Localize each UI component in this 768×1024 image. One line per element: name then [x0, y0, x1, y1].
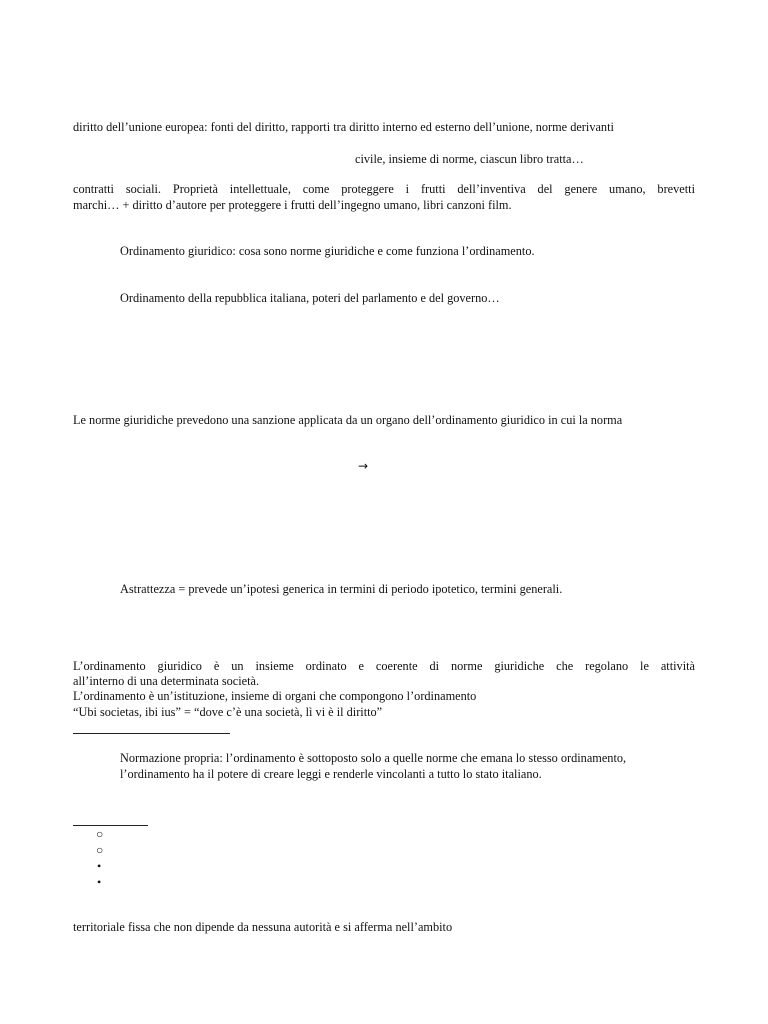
text-line-intellectual-property: contratti sociali. Proprietà intellettuale, come proteggere i frutti dell’inventiva del genere umano, brevetti	[73, 182, 695, 196]
bullet-icon: •	[97, 859, 102, 873]
footnote-separator	[73, 733, 230, 734]
text-line-civil-code: civile, insieme di norme, ciascun libro tratta…	[355, 152, 584, 166]
text-line-eu-law: diritto dell’unione europea: fonti del diritto, rapporti tra diritto interno ed esterno dell’unione, norme derivanti	[73, 120, 614, 134]
text-line-self-regulation: Normazione propria: l’ordinamento è sottoposto solo a quelle norme che emana lo stesso ordinamento,	[120, 751, 627, 765]
text-line-copyright: marchi… + diritto d’autore per proteggere i frutti dell’ingegno umano, libri canzoni film.	[73, 198, 512, 212]
text-line-society: all’interno di una determinata società.	[73, 674, 260, 688]
text-line-legal-norms-sanction: Le norme giuridiche prevedono una sanzione applicata da un organo dell’ordinamento giuridico in cui la norma	[73, 413, 623, 427]
text-line-territorial: territoriale fissa che non dipende da nessuna autorità e si afferma nell’ambito	[73, 920, 453, 934]
text-line-abstractness: Astrattezza = prevede un’ipotesi generica in termini di periodo ipotetico, termini generali.	[120, 582, 563, 596]
hollow-bullet-icon: ○	[96, 843, 104, 857]
hollow-bullet-icon: ○	[96, 827, 104, 841]
text-line-latin-quote: “Ubi societas, ibi ius” = “dove c’è una società, lì vi è il diritto”	[73, 705, 383, 719]
text-line-legal-order: Ordinamento giuridico: cosa sono norme giuridiche e come funziona l’ordinamento.	[120, 244, 535, 258]
text-line-italian-republic: Ordinamento della repubblica italiana, poteri del parlamento e del governo…	[120, 291, 500, 305]
text-line-institution: L’ordinamento è un’istituzione, insieme di organi che compongono l’ordinamento	[73, 689, 477, 703]
footnote-separator-short	[73, 825, 148, 826]
bullet-icon: •	[97, 875, 102, 889]
text-line-legal-order-definition: L’ordinamento giuridico è un insieme ordinato e coerente di norme giuridiche che regolano le attività	[73, 659, 695, 673]
arrow-icon: →	[358, 459, 369, 473]
text-line-binding-laws: l’ordinamento ha il potere di creare leggi e renderle vincolanti a tutto lo stato italiano.	[120, 767, 542, 781]
